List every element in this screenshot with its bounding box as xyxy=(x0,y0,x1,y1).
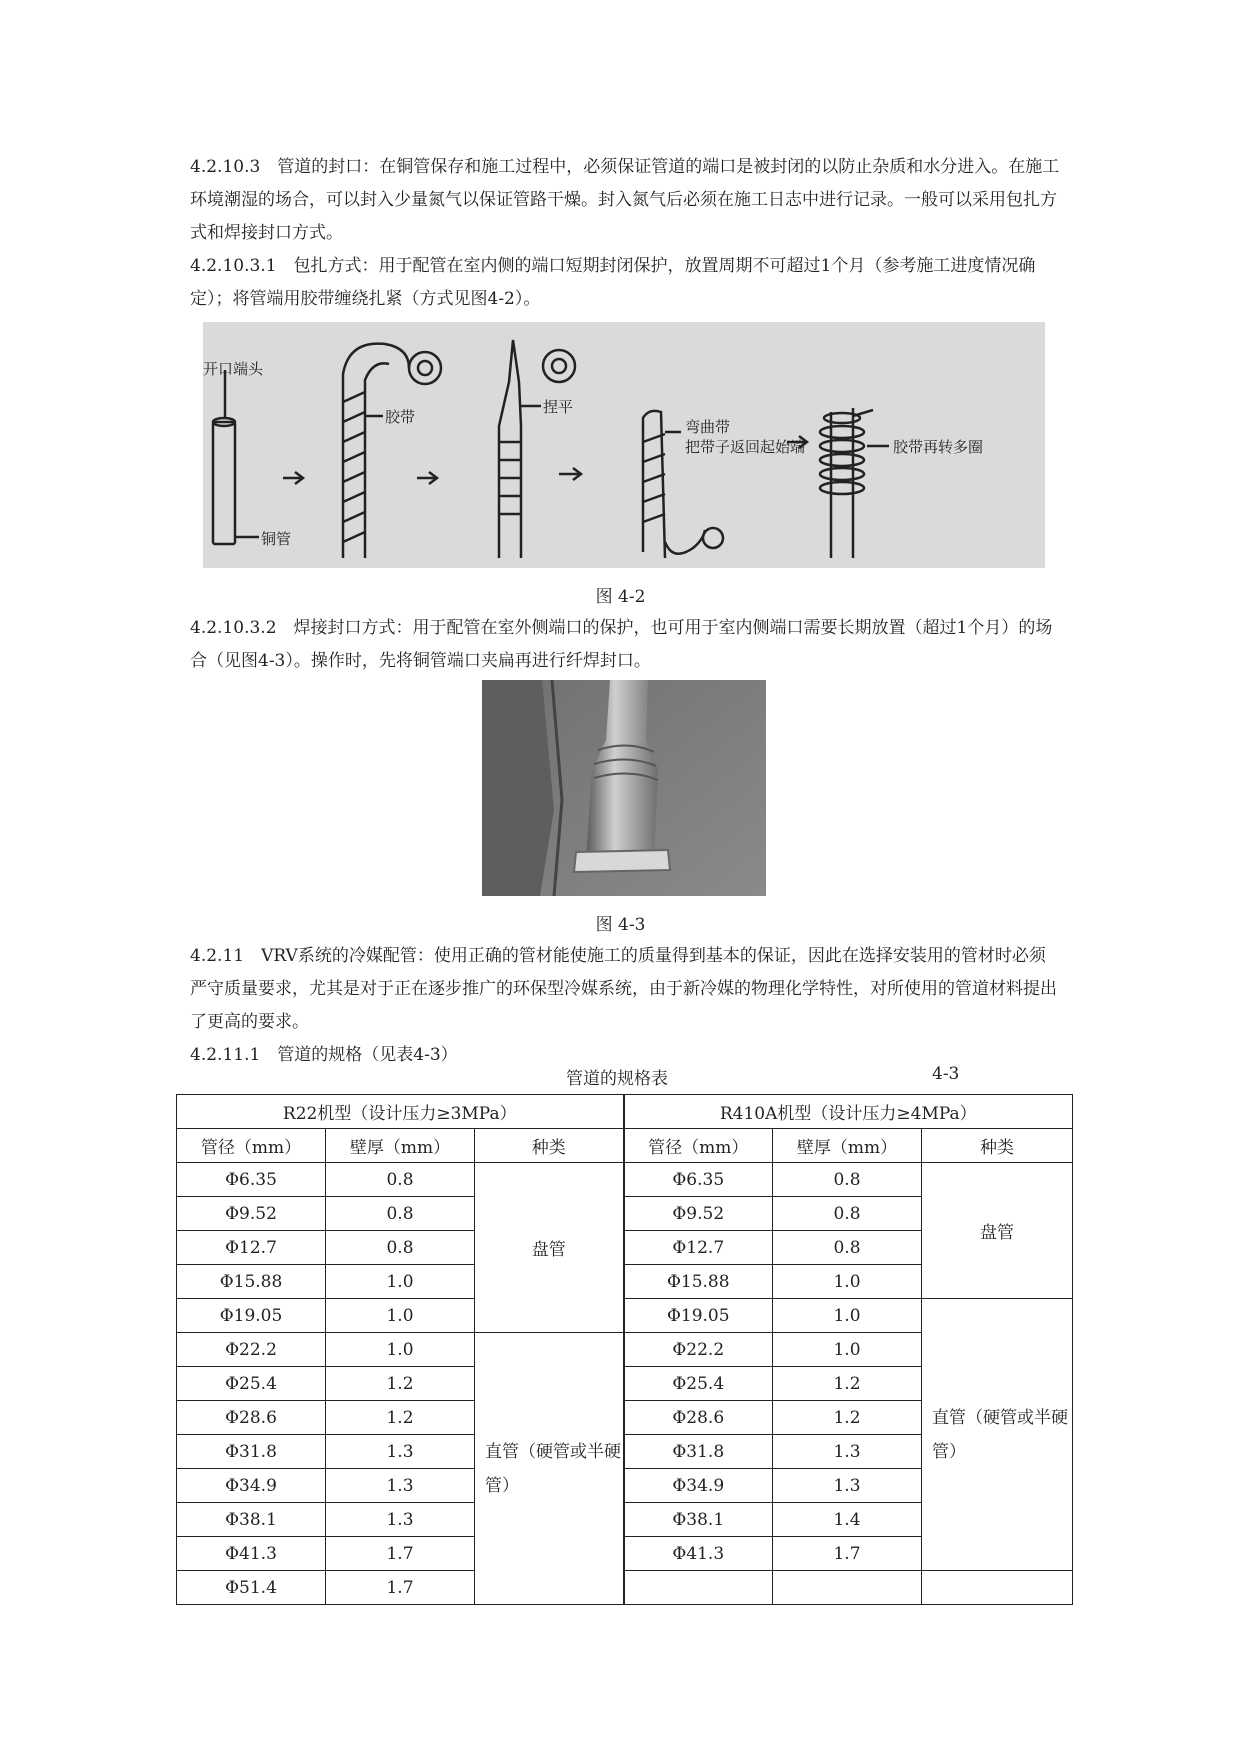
r22-diameter-cell: Φ15.88 xyxy=(177,1265,326,1299)
r410a-thickness-cell: 0.8 xyxy=(773,1163,922,1197)
r410a-diameter-cell: Φ12.7 xyxy=(624,1231,773,1265)
r22-kind-coil: 盘管 xyxy=(475,1163,624,1333)
r22-diameter-cell: Φ51.4 xyxy=(177,1571,326,1605)
r22-thickness-cell: 0.8 xyxy=(326,1197,475,1231)
label-more-turns: 胶带再转多圈 xyxy=(893,438,984,456)
r410a-diameter-cell: Φ34.9 xyxy=(624,1469,773,1503)
r22-diameter-cell: Φ41.3 xyxy=(177,1537,326,1571)
r22-diameter-cell: Φ19.05 xyxy=(177,1299,326,1333)
table-row xyxy=(177,1299,1073,1333)
figure-4-2 xyxy=(203,322,1045,568)
col-header-r410a-thickness: 壁厚（mm） xyxy=(773,1129,922,1163)
pipe-spec-table xyxy=(176,1094,1073,1605)
table-row xyxy=(177,1571,1073,1605)
r22-kind-straight: 直管（硬管或半硬管） xyxy=(475,1333,624,1605)
label-return-tape: 把带子返回起始端 xyxy=(685,438,806,456)
r410a-thickness-cell: 1.3 xyxy=(773,1435,922,1469)
r22-diameter-cell: Φ6.35 xyxy=(177,1163,326,1197)
r22-thickness-cell: 1.7 xyxy=(326,1537,475,1571)
r410a-thickness-cell: 1.0 xyxy=(773,1333,922,1367)
figure-4-3 xyxy=(482,680,766,896)
r22-diameter-cell: Φ34.9 xyxy=(177,1469,326,1503)
r410a-thickness-cell: 0.8 xyxy=(773,1197,922,1231)
r410a-diameter-cell: Φ41.3 xyxy=(624,1537,773,1571)
r22-thickness-cell: 1.7 xyxy=(326,1571,475,1605)
r410a-kind-straight: 直管（硬管或半硬管） xyxy=(922,1299,1073,1571)
r410a-diameter-cell: Φ6.35 xyxy=(624,1163,773,1197)
table-row xyxy=(177,1163,1073,1197)
r22-thickness-cell: 1.3 xyxy=(326,1503,475,1537)
r410a-kind-coil: 盘管 xyxy=(922,1163,1073,1299)
r410a-diameter-cell: Φ38.1 xyxy=(624,1503,773,1537)
r410a-diameter-cell: Φ9.52 xyxy=(624,1197,773,1231)
r410a-thickness-cell: 1.2 xyxy=(773,1367,922,1401)
r22-diameter-cell: Φ9.52 xyxy=(177,1197,326,1231)
r22-thickness-cell: 1.2 xyxy=(326,1401,475,1435)
r410a-kind-empty xyxy=(922,1571,1073,1605)
col-header-r410a-kind: 种类 xyxy=(922,1129,1073,1163)
r22-diameter-cell: Φ12.7 xyxy=(177,1231,326,1265)
label-bend-tape: 弯曲带 xyxy=(685,418,731,436)
r410a-thickness-cell: 0.8 xyxy=(773,1231,922,1265)
r22-diameter-cell: Φ25.4 xyxy=(177,1367,326,1401)
r410a-thickness-cell: 1.0 xyxy=(773,1299,922,1333)
r410a-diameter-cell: Φ22.2 xyxy=(624,1333,773,1367)
r410a-thickness-cell: 1.3 xyxy=(773,1469,922,1503)
paragraph-4-2-10-3-2: 4.2.10.3.2 焊接封口方式：用于配管在室外侧端口的保护，也可用于室内侧端口需要长期放置（超过1个月）的场合（见图4-3）。操作时，先将铜管端口夹扁再进行纤焊封口。 xyxy=(190,618,1053,671)
group-header-r410a: R410A机型（设计压力≥4MPa） xyxy=(624,1095,1073,1129)
r410a-diameter-cell: Φ25.4 xyxy=(624,1367,773,1401)
r410a-thickness-cell: 1.7 xyxy=(773,1537,922,1571)
r410a-diameter-cell: Φ19.05 xyxy=(624,1299,773,1333)
r410a-diameter-cell: Φ15.88 xyxy=(624,1265,773,1299)
col-header-r22-kind: 种类 xyxy=(475,1129,624,1163)
figure-4-3-caption: 图 4-3 xyxy=(595,915,646,935)
r22-diameter-cell: Φ28.6 xyxy=(177,1401,326,1435)
r22-thickness-cell: 0.8 xyxy=(326,1163,475,1197)
r410a-thickness-cell: 1.0 xyxy=(773,1265,922,1299)
r22-diameter-cell: Φ31.8 xyxy=(177,1435,326,1469)
label-pinch: 捏平 xyxy=(543,398,574,416)
paragraph-4-2-11: 4.2.11 VRV系统的冷媒配管：使用正确的管材能使施工的质量得到基本的保证，因此在选择安装用的管材时必须严守质量要求，尤其是对于正在逐步推广的环保型冷媒系统，由于新冷媒的物理化学特性，对所使用的管道材料提出了更高的要求。 xyxy=(190,946,1057,1032)
r410a-diameter-cell: Φ31.8 xyxy=(624,1435,773,1469)
paragraph-4-2-10-3-1: 4.2.10.3.1 包扎方式：用于配管在室内侧的端口短期封闭保护，放置周期不可超过1个月（参考施工进度情况确定）；将管端用胶带缠绕扎紧（方式见图4-2）。 xyxy=(190,256,1036,309)
table-title: 管道的规格表 xyxy=(566,1069,668,1089)
r22-thickness-cell: 1.3 xyxy=(326,1469,475,1503)
r22-thickness-cell: 1.0 xyxy=(326,1299,475,1333)
r22-diameter-cell: Φ22.2 xyxy=(177,1333,326,1367)
r410a-thickness-cell xyxy=(773,1571,922,1605)
col-header-r410a-diameter: 管径（mm） xyxy=(624,1129,773,1163)
label-open-end: 开口端头 xyxy=(203,360,264,378)
r22-thickness-cell: 1.3 xyxy=(326,1435,475,1469)
r410a-thickness-cell: 1.4 xyxy=(773,1503,922,1537)
label-tape: 胶带 xyxy=(385,408,416,426)
r22-thickness-cell: 1.0 xyxy=(326,1333,475,1367)
r410a-diameter-cell: Φ28.6 xyxy=(624,1401,773,1435)
paragraph-4-2-10-3: 4.2.10.3 管道的封口：在铜管保存和施工过程中，必须保证管道的端口是被封闭的以防止杂质和水分进入。在施工环境潮湿的场合，可以封入少量氮气以保证管路干燥。封入氮气后必须在施工日志中进行记录。一般可以采用包扎方式和焊接封口方式。 xyxy=(190,157,1060,243)
r410a-diameter-cell xyxy=(624,1571,773,1605)
r22-thickness-cell: 1.2 xyxy=(326,1367,475,1401)
paragraph-4-2-11-1: 4.2.11.1 管道的规格（见表4-3） xyxy=(190,1045,458,1065)
table-number: 4-3 xyxy=(932,1064,960,1084)
r410a-thickness-cell: 1.2 xyxy=(773,1401,922,1435)
label-copper-pipe: 铜管 xyxy=(261,530,292,548)
r22-diameter-cell: Φ38.1 xyxy=(177,1503,326,1537)
r22-thickness-cell: 0.8 xyxy=(326,1231,475,1265)
group-header-r22: R22机型（设计压力≥3MPa） xyxy=(177,1095,624,1129)
col-header-r22-diameter: 管径（mm） xyxy=(177,1129,326,1163)
col-header-r22-thickness: 壁厚（mm） xyxy=(326,1129,475,1163)
figure-4-2-caption: 图 4-2 xyxy=(595,587,646,607)
r22-thickness-cell: 1.0 xyxy=(326,1265,475,1299)
